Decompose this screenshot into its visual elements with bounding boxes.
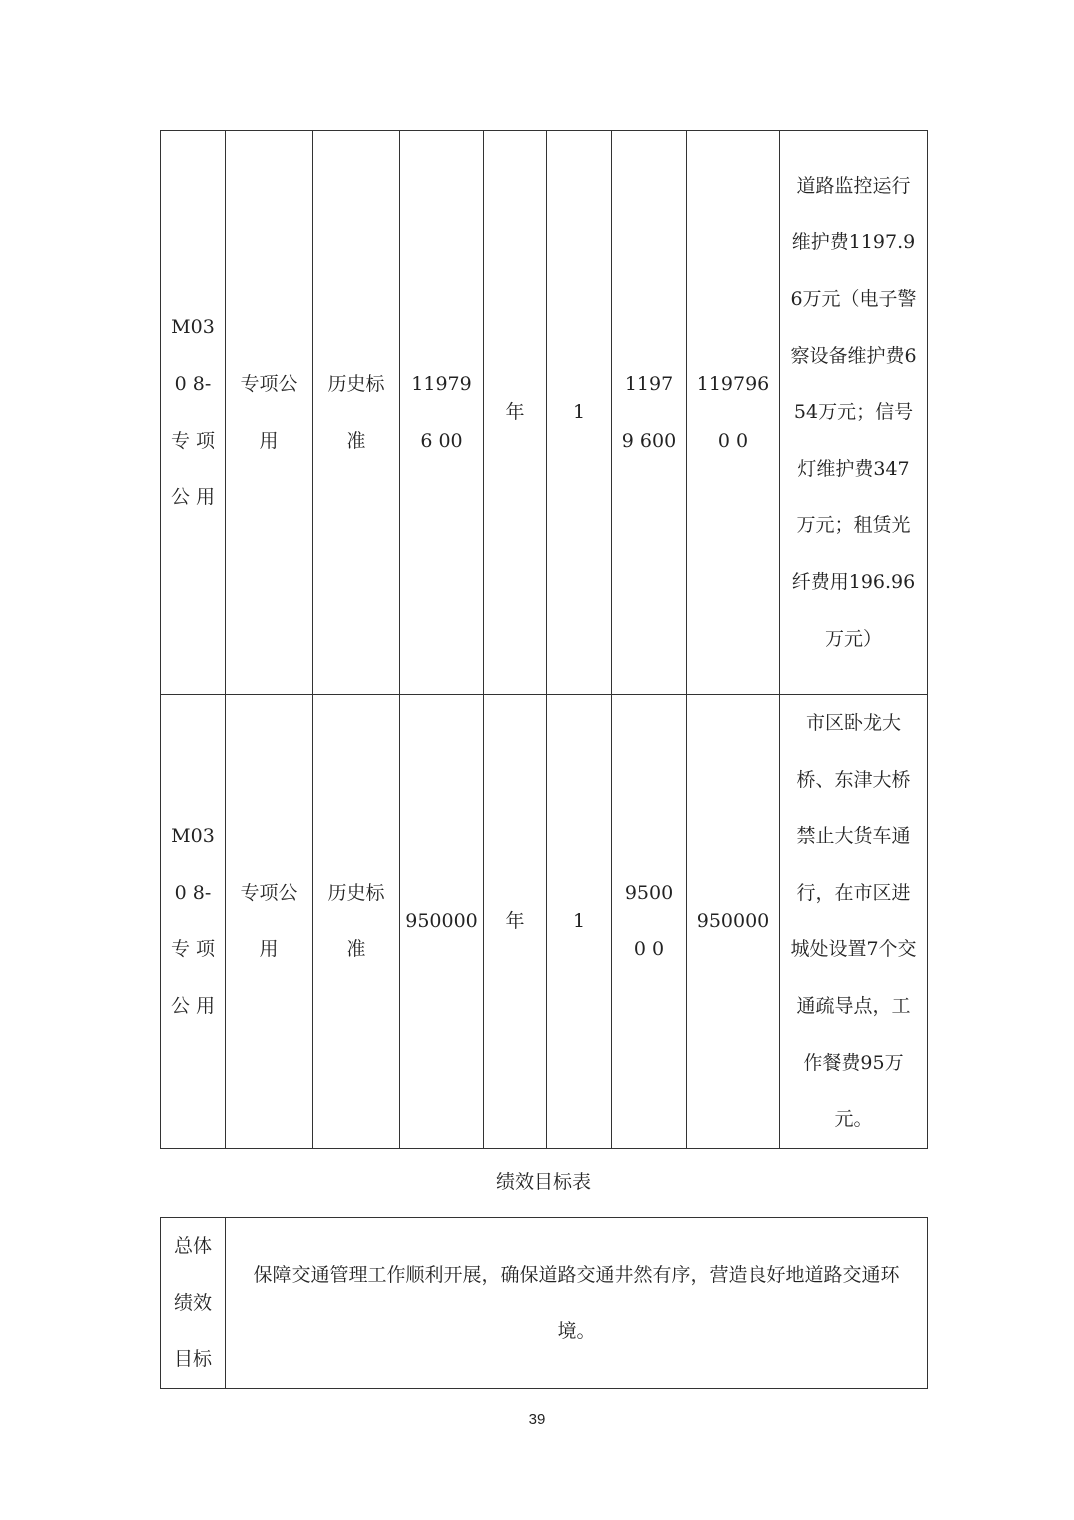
description-cell: 市区卧龙大桥、东津大桥禁止大货车通行，在市区进城处设置7个交通疏导点，工作餐费95万元。 — [780, 695, 928, 1149]
performance-label-cell: 总体 绩效 目标 — [161, 1218, 226, 1389]
category-cell: 专项公 用 — [226, 695, 313, 1149]
page-number: 39 — [528, 1411, 546, 1428]
table-caption: 绩效目标表 — [495, 1171, 591, 1193]
code-cell: M030 8-专 项公 用 — [161, 695, 226, 1149]
code-cell: M030 8-专 项公 用 — [161, 131, 226, 695]
table-row — [161, 131, 928, 695]
unit-price-cell: 119796 00 — [400, 131, 484, 695]
quantity-cell: 1 — [547, 695, 612, 1149]
quantity-cell: 1 — [547, 131, 612, 695]
unit-cell: 年 — [484, 131, 547, 695]
unit-cell: 年 — [484, 695, 547, 1149]
budget-table — [160, 130, 928, 1149]
amount-cell: 95000 0 — [612, 695, 687, 1149]
basis-cell: 历史标 准 — [313, 131, 400, 695]
description-cell: 道路监控运行维护费1197.96万元（电子警察设备维护费654万元；信号灯维护费347万元；租赁光纤费用196.96万元） — [780, 131, 928, 695]
table-row — [161, 695, 928, 1149]
total-cell: 950000 — [687, 695, 780, 1149]
performance-text-cell: 保障交通管理工作顺利开展，确保道路交通井然有序，营造良好地道路交通环境。 — [226, 1218, 928, 1389]
total-cell: 1197960 0 — [687, 131, 780, 695]
unit-price-cell: 950000 — [400, 695, 484, 1149]
performance-table — [160, 1217, 928, 1389]
basis-cell: 历史标 准 — [313, 695, 400, 1149]
table-row — [161, 1218, 928, 1389]
amount-cell: 11979 600 — [612, 131, 687, 695]
category-cell: 专项公 用 — [226, 131, 313, 695]
